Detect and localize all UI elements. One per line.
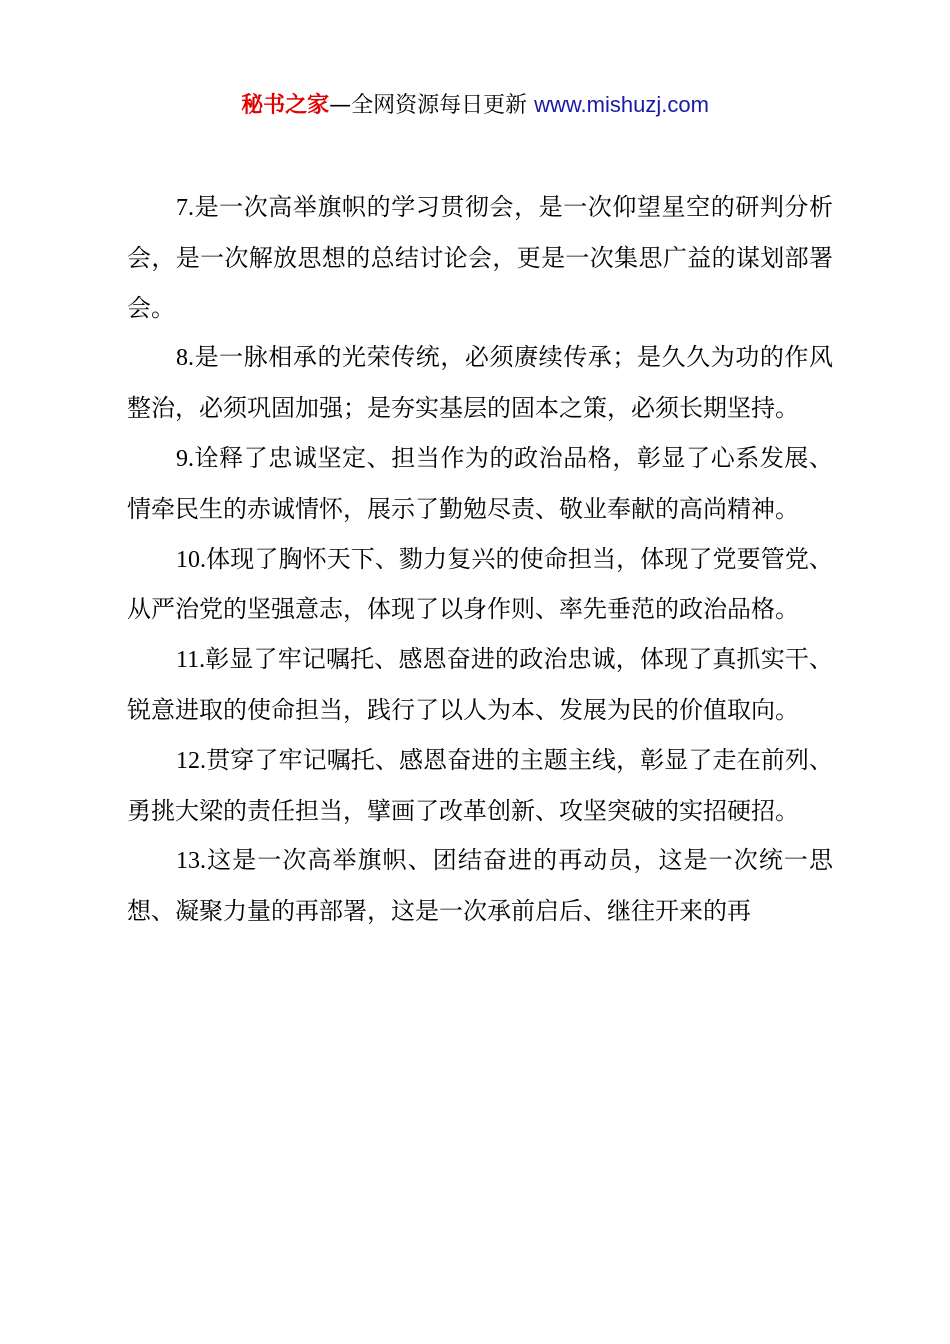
document-header bbox=[0, 88, 950, 123]
document-body bbox=[127, 183, 833, 937]
item-number: 9. bbox=[176, 445, 194, 472]
header-tagline: —全网资源每日更新 bbox=[329, 93, 535, 118]
paragraph-12 bbox=[127, 736, 833, 837]
paragraph-8 bbox=[127, 333, 833, 434]
paragraph-text: 诠释了忠诚坚定、担当作为的政治品格，彰显了心系发展、情牵民生的赤诚情怀，展示了勤勉尽责、敬业奉献的高尚精神。 bbox=[127, 443, 833, 523]
paragraph-text: 这是一次高举旗帜、团结奋进的再动员，这是一次统一思想、凝聚力量的再部署，这是一次承前启后、继往开来的再 bbox=[127, 846, 833, 926]
item-number: 13. bbox=[176, 848, 206, 875]
paragraph-text: 贯穿了牢记嘱托、感恩奋进的主题主线，彰显了走在前列、勇挑大梁的责任担当，擘画了改革创新、攻坚突破的实招硬招。 bbox=[127, 745, 833, 825]
item-number: 7. bbox=[176, 195, 194, 221]
paragraph-7 bbox=[127, 183, 833, 333]
paragraph-11 bbox=[127, 635, 833, 736]
site-url-link[interactable]: www.mishuzj.com bbox=[534, 92, 709, 117]
paragraph-13 bbox=[127, 836, 833, 937]
item-number: 10. bbox=[176, 546, 206, 573]
paragraph-9 bbox=[127, 434, 833, 535]
paragraph-text: 是一脉相承的光荣传统，必须赓续传承；是久久为功的作风整治，必须巩固加强；是夯实基层的固本之策，必须长期坚持。 bbox=[127, 343, 833, 423]
paragraph-text: 是一次高举旗帜的学习贯彻会，是一次仰望星空的研判分析会，是一次解放思想的总结讨论会，更是一次集思广益的谋划部署会。 bbox=[127, 193, 833, 322]
item-number: 12. bbox=[176, 747, 206, 774]
paragraph-text: 体现了胸怀天下、勠力复兴的使命担当，体现了党要管党、从严治党的坚强意志，体现了以身作则、率先垂范的政治品格。 bbox=[127, 544, 833, 624]
paragraph-text: 彰显了牢记嘱托、感恩奋进的政治忠诚，体现了真抓实干、锐意进取的使命担当，践行了以人为本、发展为民的价值取向。 bbox=[127, 645, 833, 724]
item-number: 11. bbox=[176, 647, 206, 674]
item-number: 8. bbox=[176, 345, 194, 372]
paragraph-10 bbox=[127, 535, 833, 636]
brand-name: 秘书之家 bbox=[241, 93, 330, 118]
